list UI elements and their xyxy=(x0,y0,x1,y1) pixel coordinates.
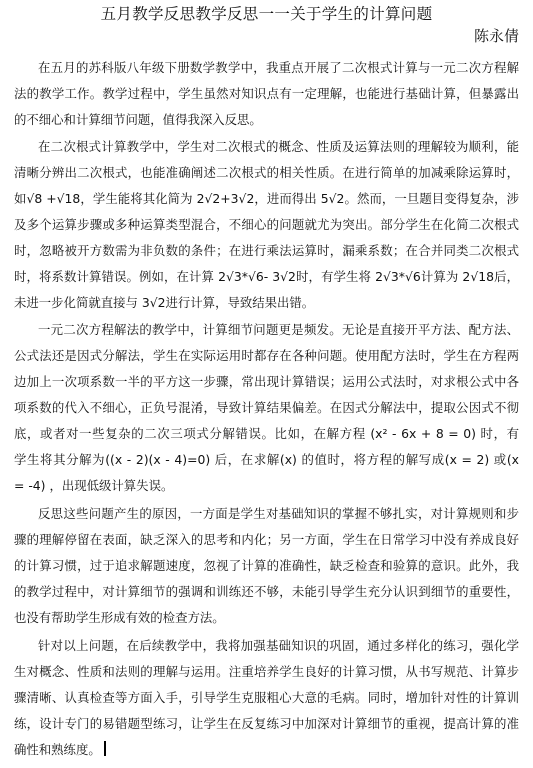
paragraph-4-line-5: 也没有帮助学生形成有效的检查方法。 xyxy=(14,610,225,625)
paragraph-4-line-4: 的教学过程中，对计算细节的强调和训练还不够，未能引导学生充分认识到细节的重要性， xyxy=(14,584,519,599)
paragraph-1-line-3: 的不细心和计算细节问题，值得我深入反思。 xyxy=(14,112,262,127)
paragraph-5-line-1: 针对以上问题，在后续教学中，我将加强基础知识的巩固，通过多样化的练习，强化学 xyxy=(38,638,519,653)
paragraph-2-line-2: 清晰分辨出二次根式，也能准确阐述二次根式的相关性质。在进行简单的加减乘除运算时， xyxy=(14,165,519,180)
paragraph-5-line-5[interactable] xyxy=(14,740,519,760)
paragraph-5-line-4: 练，设计专门的易错题型练习，让学生在反复练习中加深对计算细节的重视，提高计算的准 xyxy=(14,716,519,731)
paragraph-1-line-2: 法的教学工作。教学过程中，学生虽然对知识点有一定理解，也能进行基础计算，但暴露出 xyxy=(14,86,519,101)
paragraph-3-line-7: = -4) ，出现低级计算失误。 xyxy=(14,478,174,493)
paragraph-4-line-2: 骤的理解停留在表面，缺乏深入的思考和内化；另一方面，学生在日常学习中没有养成良好 xyxy=(14,532,519,547)
paragraph-5-line-5-text: 确性和熟练度。 xyxy=(14,742,101,757)
paragraph-2-line-4: 及多个运算步骤或多种运算类型混合，不细心的问题就尤为突出。部分学生在化简二次根式 xyxy=(14,217,519,232)
paragraph-3-line-4: 项系数的代入不细心，正负号混淆，导致计算结果偏差。在因式分解法中，提取公因式不彻 xyxy=(14,400,519,415)
text-cursor xyxy=(104,741,106,756)
paragraph-5-line-3: 骤清晰、认真检查等方面入手，引导学生克服粗心大意的毛病。同时，增加针对性的计算训 xyxy=(14,690,519,705)
document-title: 五月教学反思教学反思一一关于学生的计算问题 xyxy=(100,5,433,23)
paragraph-5-line-2: 生对概念、性质和法则的理解与运用。注重培养学生良好的计算习惯，从书写规范、计算步 xyxy=(14,664,519,679)
paragraph-1-line-1: 在五月的苏科版八年级下册数学教学中，我重点开展了二次根式计算与一元二次方程解 xyxy=(38,60,519,75)
document-author: 陈永倩 xyxy=(473,27,519,45)
paragraph-2-line-6: 时，将系数计算错误。例如，在计算 2√3*√6- 3√2时，有学生将 2√3*√6计算为 2√18后， xyxy=(14,269,519,284)
paragraph-3-line-3: 边加上一次项系数一半的平方这一步骤，常出现计算错误；运用公式法时，对求根公式中各 xyxy=(14,374,519,389)
paragraph-3-line-1: 一元二次方程解法的教学中，计算细节问题更是频发。无论是直接开平方法、配方法、 xyxy=(38,322,519,337)
paragraph-3-line-2: 公式法还是因式分解法，学生在实际运用时都存在各种问题。使用配方法时，学生在方程两 xyxy=(14,348,519,363)
paragraph-2-line-1: 在二次根式计算教学中，学生对二次根式的概念、性质及运算法则的理解较为顺利，能 xyxy=(38,139,519,154)
paragraph-3-line-6: 学生将其分解为((x - 2)(x - 4)=0) 后，在求解(x) 的值时，将方程的解写成(x = 2) 或(x xyxy=(14,452,519,467)
paragraph-2-line-3: 如√8 +√18，学生能将其化简为 2√2+3√2，进而得出 5√2。然而，一旦题目变得复杂，涉 xyxy=(14,191,519,206)
paragraph-4-line-3: 的计算习惯，过于追求解题速度，忽视了计算的准确性，缺乏检查和验算的意识。此外，我 xyxy=(14,558,519,573)
paragraph-2-line-5: 时，忽略被开方数需为非负数的条件；在进行乘法运算时，漏乘系数；在合并同类二次根式 xyxy=(14,243,519,258)
paragraph-2-line-7: 未进一步化简就直接与 3√2进行计算，导致结果出错。 xyxy=(14,295,315,310)
paragraph-4-line-1: 反思这些问题产生的原因，一方面是学生对基础知识的掌握不够扎实，对计算规则和步 xyxy=(38,506,519,521)
paragraph-3-line-5: 底，或者对一些复杂的二次三项式分解错误。比如，在解方程 (x² - 6x + 8 = 0) 时，有 xyxy=(14,426,519,441)
